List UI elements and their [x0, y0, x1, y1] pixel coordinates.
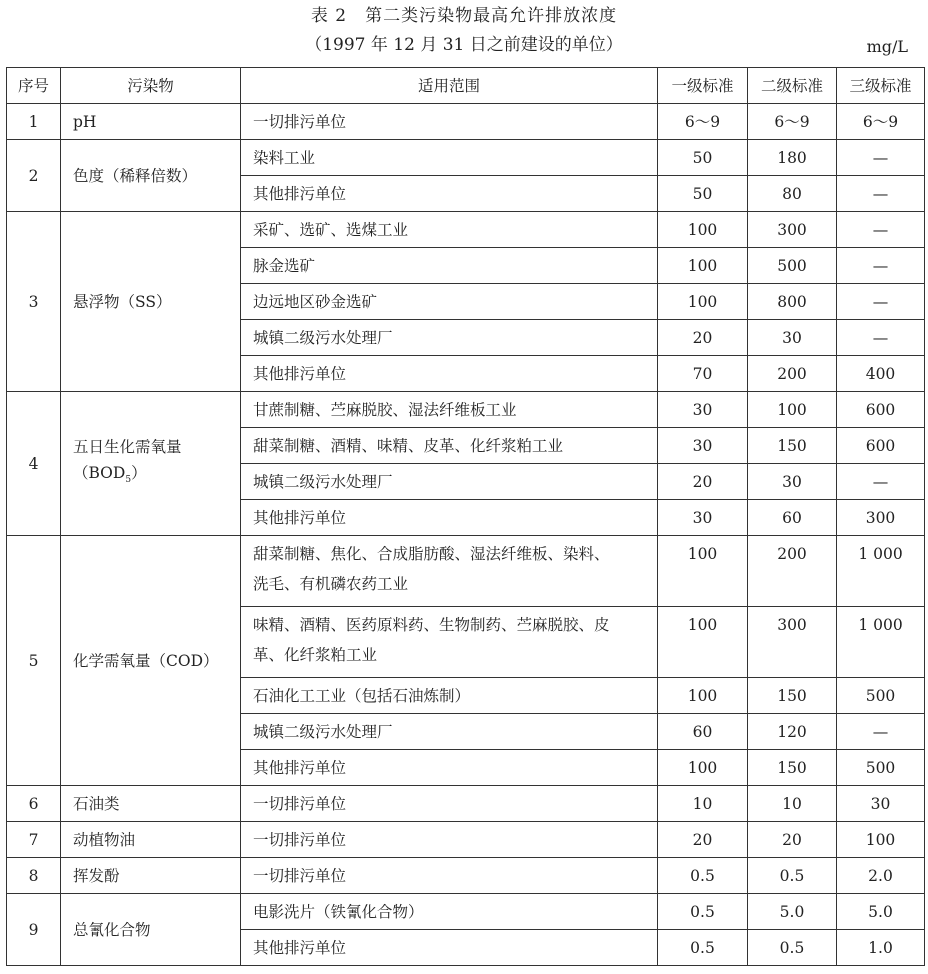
- pollutant-name-line1: 五日生化需氧量: [73, 437, 182, 456]
- pollutant-name: 化学需氧量（COD）: [61, 536, 241, 786]
- grade3-value: 500: [837, 750, 925, 786]
- pollutant-name: 石油类: [61, 786, 241, 822]
- grade3-value: 2.0: [837, 858, 925, 894]
- grade2-value: 150: [748, 750, 837, 786]
- grade1-value: 50: [658, 140, 748, 176]
- scope-cell: [241, 607, 658, 678]
- grade3-value: 6～9: [837, 104, 925, 140]
- header-grade1: 一级标准: [658, 68, 748, 104]
- grade2-value: 120: [748, 714, 837, 750]
- grade3-value: 100: [837, 822, 925, 858]
- grade2-value: 60: [748, 500, 837, 536]
- scope-cell: 其他排污单位: [241, 356, 658, 392]
- row-number: 7: [7, 822, 61, 858]
- grade2-value: 30: [748, 464, 837, 500]
- grade3-value: 5.0: [837, 894, 925, 930]
- grade1-value: 30: [658, 428, 748, 464]
- grade3-value: —: [837, 140, 925, 176]
- pollutant-name: [61, 392, 241, 536]
- grade2-value: 30: [748, 320, 837, 356]
- scope-cell: [241, 536, 658, 607]
- grade1-value: 100: [658, 750, 748, 786]
- grade3-value: 1.0: [837, 930, 925, 966]
- row-number: 9: [7, 894, 61, 966]
- row-number: 6: [7, 786, 61, 822]
- scope-cell: 其他排污单位: [241, 500, 658, 536]
- scope-cell: 其他排污单位: [241, 930, 658, 966]
- pollutant-name: 动植物油: [61, 822, 241, 858]
- scope-cell: 边远地区砂金选矿: [241, 284, 658, 320]
- row-number: 4: [7, 392, 61, 536]
- table-row: [7, 392, 925, 428]
- grade1-value: 100: [658, 284, 748, 320]
- scope-cell: 脉金选矿: [241, 248, 658, 284]
- grade2-value: 0.5: [748, 930, 837, 966]
- grade2-value: 300: [748, 607, 837, 678]
- scope-cell: 电影洗片（铁氰化合物）: [241, 894, 658, 930]
- grade3-value: 600: [837, 428, 925, 464]
- grade3-value: 500: [837, 678, 925, 714]
- row-number: 2: [7, 140, 61, 212]
- pollutant-name: pH: [61, 104, 241, 140]
- table-subtitle: （1997 年 12 月 31 日之前建设的单位）: [305, 35, 623, 55]
- scope-cell: 其他排污单位: [241, 176, 658, 212]
- grade2-value: 10: [748, 786, 837, 822]
- grade2-value: 500: [748, 248, 837, 284]
- grade1-value: 30: [658, 500, 748, 536]
- pollutant-name: 挥发酚: [61, 858, 241, 894]
- header-row: [7, 68, 925, 104]
- grade2-value: 100: [748, 392, 837, 428]
- grade3-value: —: [837, 176, 925, 212]
- grade1-value: 0.5: [658, 858, 748, 894]
- header-pollutant: 污染物: [61, 68, 241, 104]
- table-row: [7, 536, 925, 607]
- scope-cell: 城镇二级污水处理厂: [241, 714, 658, 750]
- scope-cell: 一切排污单位: [241, 858, 658, 894]
- grade1-value: 10: [658, 786, 748, 822]
- grade2-value: 300: [748, 212, 837, 248]
- table-row: [7, 822, 925, 858]
- scope-cell: 甜菜制糖、酒精、味精、皮革、化纤浆粕工业: [241, 428, 658, 464]
- grade1-value: 70: [658, 356, 748, 392]
- pollutant-name: 总氰化合物: [61, 894, 241, 966]
- pollutant-standards-table: [6, 67, 925, 966]
- grade3-value: 30: [837, 786, 925, 822]
- grade1-value: 50: [658, 176, 748, 212]
- table-row: [7, 786, 925, 822]
- header-scope: 适用范围: [241, 68, 658, 104]
- grade1-value: 100: [658, 212, 748, 248]
- grade3-value: —: [837, 464, 925, 500]
- grade2-value: 0.5: [748, 858, 837, 894]
- scope-cell: 城镇二级污水处理厂: [241, 320, 658, 356]
- row-number: 1: [7, 104, 61, 140]
- header-no: 序号: [7, 68, 61, 104]
- grade2-value: 180: [748, 140, 837, 176]
- scope-line: 革、化纤浆粕工业: [253, 646, 378, 664]
- grade2-value: 80: [748, 176, 837, 212]
- scope-cell: 一切排污单位: [241, 786, 658, 822]
- grade1-value: 100: [658, 248, 748, 284]
- scope-cell: 城镇二级污水处理厂: [241, 464, 658, 500]
- scope-cell: 石油化工工业（包括石油炼制）: [241, 678, 658, 714]
- scope-cell: 一切排污单位: [241, 822, 658, 858]
- scope-cell: 染料工业: [241, 140, 658, 176]
- grade3-value: 400: [837, 356, 925, 392]
- row-number: 8: [7, 858, 61, 894]
- row-number: 5: [7, 536, 61, 786]
- scope-line: 甜菜制糖、焦化、合成脂肪酸、湿法纤维板、染料、: [253, 545, 610, 563]
- grade3-value: —: [837, 284, 925, 320]
- grade3-value: —: [837, 320, 925, 356]
- grade1-value: 60: [658, 714, 748, 750]
- grade2-value: 20: [748, 822, 837, 858]
- grade1-value: 20: [658, 464, 748, 500]
- row-number: 3: [7, 212, 61, 392]
- scope-line: 味精、酒精、医药原料药、生物制药、苎麻脱胶、皮: [253, 616, 610, 634]
- grade2-value: 800: [748, 284, 837, 320]
- table-row: [7, 858, 925, 894]
- grade1-value: 100: [658, 607, 748, 678]
- pollutant-subscript: 5: [125, 475, 132, 486]
- pollutant-name-line2: （BOD: [73, 463, 126, 482]
- grade1-value: 100: [658, 536, 748, 607]
- grade3-value: —: [837, 714, 925, 750]
- unit-label: mg/L: [866, 37, 908, 56]
- pollutant-name-line2-end: ）: [131, 463, 147, 482]
- grade3-value: 600: [837, 392, 925, 428]
- scope-line: 洗毛、有机磷农药工业: [253, 575, 409, 593]
- scope-cell: 采矿、选矿、选煤工业: [241, 212, 658, 248]
- scope-cell: 甘蔗制糖、苎麻脱胶、湿法纤维板工业: [241, 392, 658, 428]
- grade3-value: 300: [837, 500, 925, 536]
- grade2-value: 200: [748, 536, 837, 607]
- grade2-value: 150: [748, 428, 837, 464]
- grade2-value: 6～9: [748, 104, 837, 140]
- table-row: [7, 104, 925, 140]
- grade1-value: 0.5: [658, 894, 748, 930]
- header-grade2: 二级标准: [748, 68, 837, 104]
- header-grade3: 三级标准: [837, 68, 925, 104]
- grade3-value: —: [837, 248, 925, 284]
- grade1-value: 0.5: [658, 930, 748, 966]
- grade3-value: —: [837, 212, 925, 248]
- table-title: 表 2 第二类污染物最高允许排放浓度: [310, 6, 618, 26]
- grade3-value: 1 000: [837, 536, 925, 607]
- pollutant-name: 悬浮物（SS）: [61, 212, 241, 392]
- grade2-value: 150: [748, 678, 837, 714]
- grade1-value: 20: [658, 822, 748, 858]
- scope-cell: 一切排污单位: [241, 104, 658, 140]
- scope-cell: 其他排污单位: [241, 750, 658, 786]
- grade2-value: 200: [748, 356, 837, 392]
- grade1-value: 6～9: [658, 104, 748, 140]
- pollutant-name: 色度（稀释倍数）: [61, 140, 241, 212]
- grade1-value: 20: [658, 320, 748, 356]
- grade1-value: 100: [658, 678, 748, 714]
- grade2-value: 5.0: [748, 894, 837, 930]
- table-row: [7, 140, 925, 176]
- grade1-value: 30: [658, 392, 748, 428]
- table-row: [7, 894, 925, 930]
- table-row: [7, 212, 925, 248]
- grade3-value: 1 000: [837, 607, 925, 678]
